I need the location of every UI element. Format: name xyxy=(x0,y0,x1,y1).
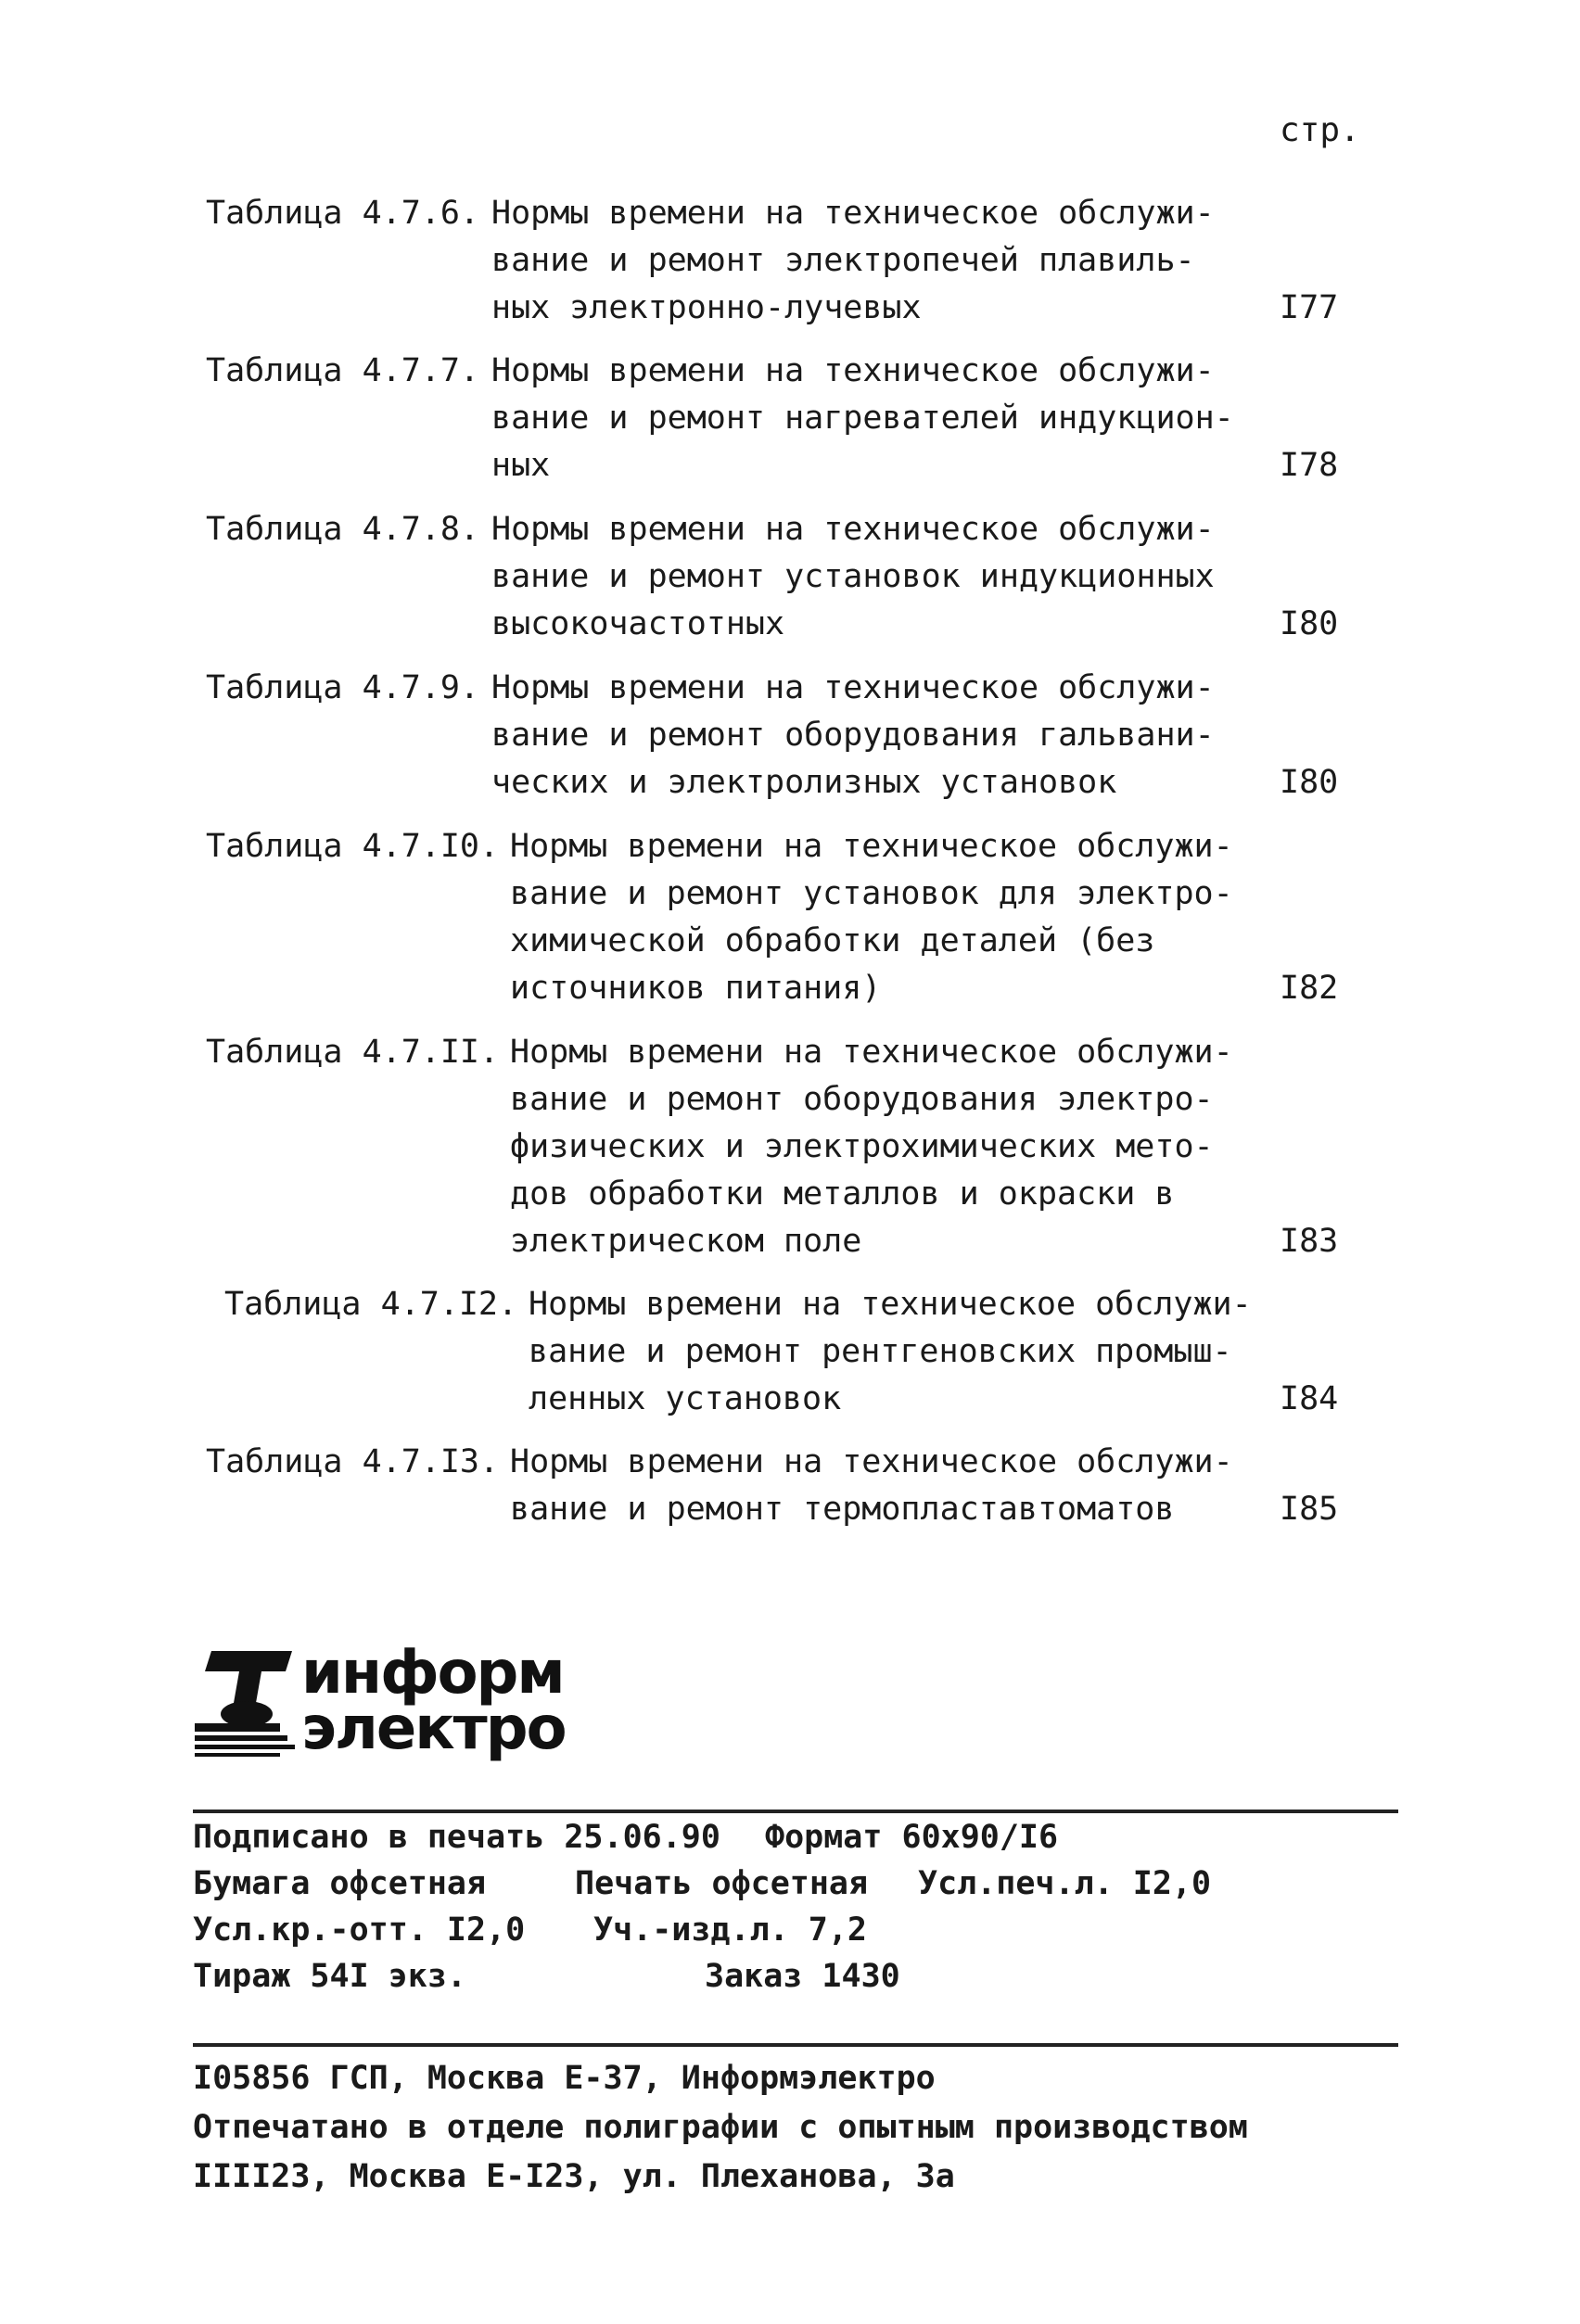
toc-title-line: физических и электрохимических мето- xyxy=(510,1128,1214,1165)
toc-entry-title xyxy=(491,348,1234,489)
toc-title-line: Нормы времени на техническое обслужи- xyxy=(491,195,1215,232)
toc-entry-label: Таблица 4.7.6. xyxy=(206,195,480,232)
toc-entry-page: I80 xyxy=(1280,605,1339,642)
imprint-uch-izd: Уч.-изд.л. 7,2 xyxy=(593,1911,868,1949)
publisher-logo xyxy=(195,1639,640,1766)
imprint-paper: Бумага офсетная xyxy=(193,1865,487,1902)
address-line-1: I05856 ГСП, Москва Е-37, Информэлектро xyxy=(193,2060,936,2097)
toc-title-line: источников питания) xyxy=(510,970,882,1007)
logo-line-2: электро xyxy=(301,1695,566,1763)
toc-title-line: электрическом поле xyxy=(510,1223,862,1260)
toc-entry-page: I84 xyxy=(1280,1380,1339,1417)
toc-entry-page: I83 xyxy=(1280,1223,1339,1260)
toc-entry-label: Таблица 4.7.7. xyxy=(206,352,480,389)
toc-title-line: ческих и электролизных установок xyxy=(491,764,1117,801)
toc-entry-label: Таблица 4.7.8. xyxy=(206,511,480,548)
toc-entry-page: I85 xyxy=(1280,1491,1339,1528)
toc-title-line: Нормы времени на техническое обслужи- xyxy=(491,511,1215,548)
address-line-3: IIII23, Москва Е-I23, ул. Плеханова, 3а xyxy=(193,2158,955,2195)
toc-entry-title xyxy=(529,1281,1261,1423)
page-column-header: стр. xyxy=(1280,111,1360,149)
imprint-format: Формат 60х90/I6 xyxy=(765,1819,1059,1856)
toc-title-line: Нормы времени на техническое обслужи- xyxy=(510,1443,1233,1480)
toc-entry-label: Таблица 4.7.9. xyxy=(206,669,480,706)
toc-entry-page: I82 xyxy=(1280,970,1339,1007)
logo-emblem-icon xyxy=(195,1649,297,1760)
toc-entry-label: Таблица 4.7.I2. xyxy=(224,1286,518,1323)
toc-title-line: Нормы времени на техническое обслужи- xyxy=(510,1034,1233,1071)
toc-entry-title xyxy=(491,190,1224,332)
logo-line-1: информ xyxy=(301,1639,564,1708)
toc-entry-page: I80 xyxy=(1280,764,1339,801)
toc-title-line: ленных установок xyxy=(529,1380,842,1417)
imprint-top-rule xyxy=(193,1810,1398,1813)
toc-title-line: Нормы времени на техническое обслужи- xyxy=(491,669,1215,706)
imprint-order: Заказ 1430 xyxy=(705,1958,900,1995)
toc-entry-label: Таблица 4.7.I0. xyxy=(206,828,500,865)
imprint-usl-kr: Усл.кр.-отт. I2,0 xyxy=(193,1911,526,1949)
toc-title-line: дов обработки металлов и окраски в xyxy=(510,1175,1175,1213)
toc-entry-title xyxy=(510,823,1242,1012)
toc-entry-title xyxy=(491,506,1224,648)
toc-title-line: химической обработки деталей (без xyxy=(510,922,1155,959)
address-top-rule xyxy=(193,2043,1398,2047)
toc-title-line: Нормы времени на техническое обслужи- xyxy=(529,1286,1252,1323)
toc-title-line: вание и ремонт установок индукционных xyxy=(491,558,1215,595)
toc-title-line: вание и ремонт оборудования электро- xyxy=(510,1081,1214,1118)
toc-entry-page: I77 xyxy=(1280,289,1339,326)
toc-entry-title xyxy=(510,1439,1242,1533)
toc-title-line: вание и ремонт электропечей плавиль- xyxy=(491,242,1195,279)
imprint-usl-pech: Усл.печ.л. I2,0 xyxy=(918,1865,1212,1902)
logo-text xyxy=(301,1639,566,1763)
toc-entry-page: I78 xyxy=(1280,447,1339,484)
toc-entry-title xyxy=(510,1029,1242,1265)
imprint-tirazh: Тираж 54I экз. xyxy=(193,1958,467,1995)
address-line-2: Отпечатано в отделе полиграфии с опытным производством xyxy=(193,2109,1248,2146)
toc-entry-title xyxy=(491,665,1224,806)
toc-entry-label: Таблица 4.7.II. xyxy=(206,1034,500,1071)
toc-title-line: Нормы времени на техническое обслужи- xyxy=(491,352,1215,389)
toc-title-line: вание и ремонт рентгеновских промыш- xyxy=(529,1333,1232,1370)
toc-title-line: вание и ремонт установок для электро- xyxy=(510,875,1233,912)
toc-title-line: высокочастотных xyxy=(491,605,785,642)
toc-title-line: Нормы времени на техническое обслужи- xyxy=(510,828,1233,865)
toc-title-line: вание и ремонт термопластавтоматов xyxy=(510,1491,1175,1528)
imprint-print: Печать офсетная xyxy=(575,1865,869,1902)
toc-title-line: ных xyxy=(491,447,551,484)
imprint-signed: Подписано в печать 25.06.90 xyxy=(193,1819,720,1856)
toc-title-line: ных электронно-лучевых xyxy=(491,289,922,326)
toc-title-line: вание и ремонт оборудования гальвани- xyxy=(491,717,1215,754)
toc-title-line: вание и ремонт нагревателей индукцион- xyxy=(491,400,1234,437)
toc-entry-label: Таблица 4.7.I3. xyxy=(206,1443,500,1480)
